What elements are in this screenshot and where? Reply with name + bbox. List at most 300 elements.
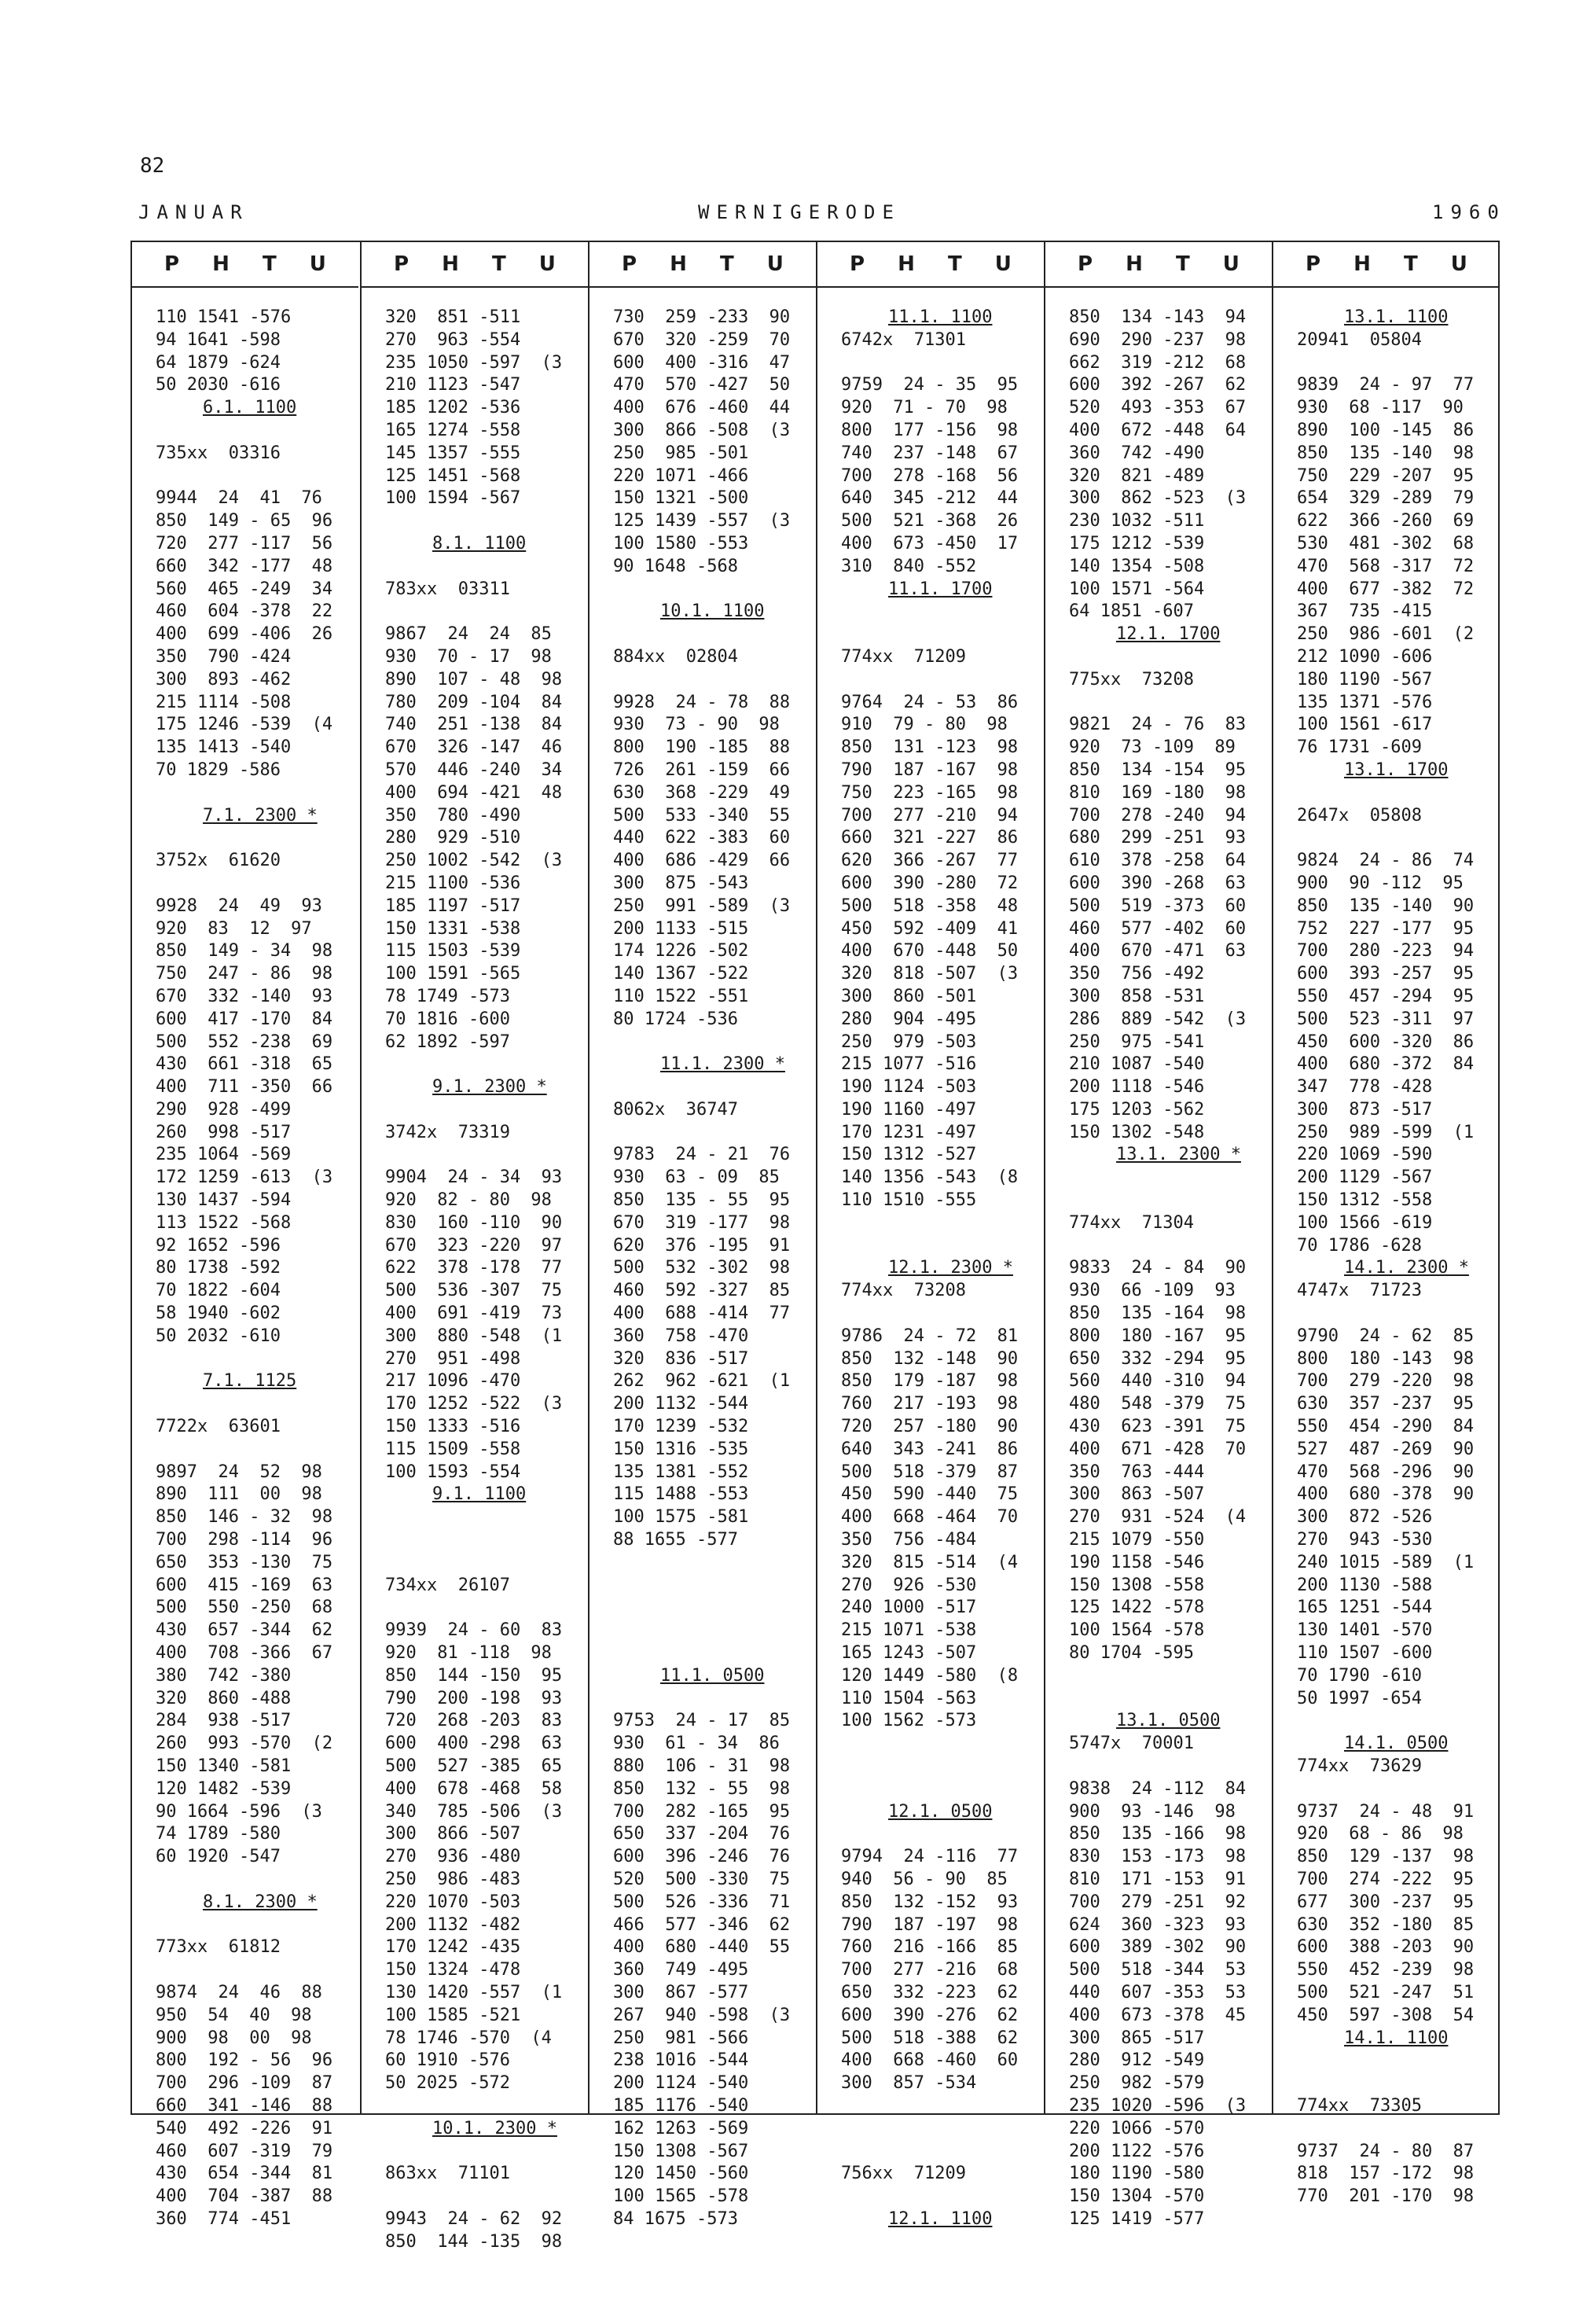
column-body bbox=[362, 288, 588, 2254]
table-row: 350 790 -424 bbox=[156, 646, 292, 667]
table-row: 220 1066 -570 bbox=[1069, 2118, 1205, 2138]
table-column bbox=[132, 242, 358, 2229]
table-row: 670 323 -220 97 bbox=[385, 1235, 563, 1256]
table-row: 450 590 -440 75 bbox=[841, 1484, 1019, 1505]
table-row: 850 149 - 34 98 bbox=[156, 941, 333, 962]
table-row: 880 106 - 31 98 bbox=[613, 1756, 791, 1776]
table-row: 950 54 40 98 bbox=[156, 2005, 312, 2025]
table-row: 150 1304 -570 bbox=[1069, 2186, 1205, 2207]
table-row: 190 1160 -497 bbox=[841, 1099, 977, 1120]
table-row: 270 931 -524 (4 bbox=[1069, 1507, 1247, 1528]
table-row: 300 863 -507 bbox=[1069, 1484, 1205, 1505]
row-gap bbox=[613, 1597, 816, 1620]
table-row: 930 66 -109 93 bbox=[1069, 1281, 1236, 1301]
table-row: 100 1571 -564 bbox=[1069, 579, 1205, 599]
row-gap bbox=[385, 601, 588, 623]
table-row: 920 73 -109 89 bbox=[1069, 737, 1236, 758]
table-row: 360 749 -495 bbox=[613, 1960, 749, 1980]
table-row: 540 492 -226 91 bbox=[156, 2118, 333, 2138]
table-row: 250 981 -566 bbox=[613, 2028, 749, 2048]
table-row: 930 63 - 09 85 bbox=[613, 1168, 780, 1188]
table-row: 600 400 -316 47 bbox=[613, 352, 791, 373]
table-row: 774xx 73629 bbox=[1297, 1756, 1422, 1776]
table-row: 400 680 -372 84 bbox=[1297, 1054, 1475, 1075]
table-row: 3742x 73319 bbox=[385, 1122, 510, 1142]
table-row: 90 1648 -568 bbox=[613, 556, 738, 576]
section-heading: 9.1. 1100 bbox=[432, 1484, 527, 1505]
table-row: 774xx 71304 bbox=[1069, 1212, 1194, 1233]
row-gap bbox=[613, 1620, 816, 1642]
table-row: 750 223 -165 98 bbox=[841, 782, 1019, 803]
column-header: P H T U bbox=[362, 242, 588, 288]
table-row: 367 735 -415 bbox=[1297, 601, 1433, 622]
table-row: 700 277 -210 94 bbox=[841, 805, 1019, 826]
table-row: 9821 24 - 76 83 bbox=[1069, 715, 1247, 735]
table-row: 400 676 -460 44 bbox=[613, 398, 791, 418]
table-column bbox=[588, 242, 816, 2229]
table-row: 262 962 -621 (1 bbox=[613, 1371, 791, 1392]
table-row: 70 1816 -600 bbox=[385, 1009, 510, 1029]
table-row: 180 1190 -567 bbox=[1297, 669, 1433, 689]
station-header: WERNIGERODE bbox=[698, 201, 901, 223]
table-row: 150 1312 -527 bbox=[841, 1145, 977, 1165]
table-row: 150 1324 -478 bbox=[385, 1960, 521, 1980]
section-heading: 14.1. 1100 bbox=[1344, 2028, 1449, 2048]
table-row: 88 1655 -577 bbox=[613, 1530, 738, 1550]
table-row: 9794 24 -116 77 bbox=[841, 1847, 1019, 1867]
table-row: 6742x 71301 bbox=[841, 329, 966, 350]
table-row: 890 100 -145 86 bbox=[1297, 420, 1475, 440]
table-row: 300 867 -577 bbox=[613, 1982, 749, 2002]
table-row: 125 1422 -578 bbox=[1069, 1598, 1205, 1618]
table-row: 910 79 - 80 98 bbox=[841, 715, 1008, 735]
table-row: 620 366 -267 77 bbox=[841, 851, 1019, 871]
row-gap bbox=[156, 1914, 358, 1937]
table-row: 320 815 -514 (4 bbox=[841, 1552, 1019, 1572]
table-row: 890 111 00 98 bbox=[156, 1484, 322, 1505]
table-row: 850 135 -140 90 bbox=[1297, 895, 1475, 916]
table-row: 175 1203 -562 bbox=[1069, 1099, 1205, 1120]
row-gap bbox=[841, 1212, 1044, 1235]
table-row: 690 290 -237 98 bbox=[1069, 329, 1247, 350]
table-row: 735xx 03316 bbox=[156, 443, 281, 463]
section-heading: 11.1. 2300 * bbox=[660, 1054, 785, 1075]
table-row: 100 1566 -619 bbox=[1297, 1212, 1433, 1233]
row-gap bbox=[1069, 1688, 1272, 1711]
row-gap bbox=[385, 556, 588, 579]
table-row: 662 319 -212 68 bbox=[1069, 352, 1247, 373]
table-row: 235 1064 -569 bbox=[156, 1145, 292, 1165]
table-row: 9824 24 - 86 74 bbox=[1297, 851, 1475, 871]
table-row: 100 1594 -567 bbox=[385, 488, 521, 509]
table-row: 700 274 -222 95 bbox=[1297, 1869, 1475, 1889]
table-row: 630 368 -229 49 bbox=[613, 782, 791, 803]
table-row: 162 1263 -569 bbox=[613, 2118, 749, 2138]
table-row: 800 180 -143 98 bbox=[1297, 1348, 1475, 1369]
table-row: 50 1997 -654 bbox=[1297, 1688, 1422, 1708]
table-row: 400 670 -471 63 bbox=[1069, 941, 1247, 962]
section-heading: 12.1. 0500 bbox=[888, 1801, 993, 1822]
row-gap bbox=[385, 510, 588, 533]
table-row: 150 1308 -567 bbox=[613, 2141, 749, 2161]
table-row: 115 1503 -539 bbox=[385, 941, 521, 962]
table-row: 560 465 -249 34 bbox=[156, 579, 333, 599]
table-row: 752 227 -177 95 bbox=[1297, 918, 1475, 939]
table-row: 260 993 -570 (2 bbox=[156, 1734, 333, 1754]
table-row: 190 1158 -546 bbox=[1069, 1552, 1205, 1572]
table-row: 700 278 -240 94 bbox=[1069, 805, 1247, 826]
table-row: 430 623 -391 75 bbox=[1069, 1417, 1247, 1437]
table-row: 135 1381 -552 bbox=[613, 1462, 749, 1482]
row-gap bbox=[1297, 2050, 1500, 2072]
section-heading: 13.1. 0500 bbox=[1116, 1711, 1221, 1731]
table-row: 94 1641 -598 bbox=[156, 329, 281, 350]
table-row: 774xx 73305 bbox=[1297, 2095, 1422, 2116]
table-row: 300 880 -548 (1 bbox=[385, 1326, 563, 1346]
section-heading: 12.1. 2300 * bbox=[888, 1258, 1013, 1278]
table-row: 280 912 -549 bbox=[1069, 2050, 1205, 2071]
table-row: 380 742 -380 bbox=[156, 1665, 292, 1686]
table-row: 500 527 -385 65 bbox=[385, 1756, 563, 1776]
table-row: 700 278 -168 56 bbox=[841, 465, 1019, 486]
table-row: 850 134 -143 94 bbox=[1069, 307, 1247, 327]
table-row: 680 299 -251 93 bbox=[1069, 828, 1247, 848]
table-row: 460 577 -402 60 bbox=[1069, 918, 1247, 939]
table-row: 930 61 - 34 86 bbox=[613, 1734, 780, 1754]
table-row: 9943 24 - 62 92 bbox=[385, 2208, 563, 2229]
table-row: 740 251 -138 84 bbox=[385, 715, 563, 735]
table-row: 165 1274 -558 bbox=[385, 420, 521, 440]
row-gap bbox=[385, 1597, 588, 1620]
table-row: 320 818 -507 (3 bbox=[841, 964, 1019, 984]
table-row: 600 415 -169 63 bbox=[156, 1575, 333, 1595]
table-row: 320 851 -511 bbox=[385, 307, 521, 327]
table-row: 200 1132 -544 bbox=[613, 1394, 749, 1414]
table-row: 240 1015 -589 (1 bbox=[1297, 1552, 1475, 1572]
table-row: 8062x 36747 bbox=[613, 1099, 738, 1120]
table-row: 930 73 - 90 98 bbox=[613, 715, 780, 735]
table-row: 300 872 -526 bbox=[1297, 1507, 1433, 1528]
table-row: 215 1079 -550 bbox=[1069, 1530, 1205, 1550]
table-row: 286 889 -542 (3 bbox=[1069, 1009, 1247, 1029]
table-row: 810 169 -180 98 bbox=[1069, 782, 1247, 803]
table-row: 150 1308 -558 bbox=[1069, 1575, 1205, 1595]
table-row: 756xx 71209 bbox=[841, 2164, 966, 2184]
table-row: 200 1124 -540 bbox=[613, 2073, 749, 2094]
row-gap bbox=[613, 1122, 816, 1145]
table-row: 250 991 -589 (3 bbox=[613, 895, 791, 916]
table-column bbox=[1044, 242, 1272, 2229]
table-row: 50 2025 -572 bbox=[385, 2073, 510, 2094]
table-row: 850 132 -148 90 bbox=[841, 1348, 1019, 1369]
table-row: 220 1071 -466 bbox=[613, 465, 749, 486]
column-header: P H T U bbox=[132, 242, 358, 288]
table-row: 300 860 -501 bbox=[841, 986, 977, 1006]
table-row: 220 1069 -590 bbox=[1297, 1145, 1433, 1165]
table-row: 76 1731 -609 bbox=[1297, 737, 1422, 758]
table-row: 150 1331 -538 bbox=[385, 918, 521, 939]
table-row: 470 570 -427 50 bbox=[613, 375, 791, 395]
table-row: 110 1507 -600 bbox=[1297, 1643, 1433, 1664]
row-gap bbox=[156, 873, 358, 895]
table-row: 210 1087 -540 bbox=[1069, 1054, 1205, 1075]
section-heading: 12.1. 1700 bbox=[1116, 624, 1221, 645]
table-row: 270 936 -480 bbox=[385, 1847, 521, 1867]
table-row: 92 1652 -596 bbox=[156, 1235, 281, 1256]
section-heading: 10.1. 2300 * bbox=[432, 2118, 557, 2138]
row-gap bbox=[385, 1054, 588, 1076]
table-row: 130 1401 -570 bbox=[1297, 1620, 1433, 1641]
row-gap bbox=[385, 1506, 588, 1529]
row-gap bbox=[613, 623, 816, 646]
table-row: 920 68 - 86 98 bbox=[1297, 1824, 1464, 1844]
column-body bbox=[1045, 288, 1272, 2231]
table-row: 3752x 61620 bbox=[156, 851, 281, 871]
table-row: 310 840 -552 bbox=[841, 556, 977, 576]
table-row: 135 1413 -540 bbox=[156, 737, 292, 758]
table-row: 400 668 -460 60 bbox=[841, 2050, 1019, 2071]
table-row: 527 487 -269 90 bbox=[1297, 1439, 1475, 1459]
table-row: 600 390 -280 72 bbox=[841, 873, 1019, 893]
table-row: 400 673 -450 17 bbox=[841, 533, 1019, 553]
table-row: 760 217 -193 98 bbox=[841, 1394, 1019, 1414]
table-row: 238 1016 -544 bbox=[613, 2050, 749, 2071]
table-row: 175 1212 -539 bbox=[1069, 533, 1205, 553]
table-row: 60 1910 -576 bbox=[385, 2050, 510, 2071]
table-row: 185 1197 -517 bbox=[385, 895, 521, 916]
table-row: 200 1118 -546 bbox=[1069, 1077, 1205, 1098]
table-row: 290 928 -499 bbox=[156, 1099, 292, 1120]
table-row: 9753 24 - 17 85 bbox=[613, 1711, 791, 1731]
table-row: 9737 24 - 48 91 bbox=[1297, 1801, 1475, 1822]
table-row: 9867 24 24 85 bbox=[385, 624, 552, 645]
table-row: 78 1746 -570 (4 bbox=[385, 2028, 552, 2048]
table-row: 520 493 -353 67 bbox=[1069, 398, 1247, 418]
section-heading: 9.1. 2300 * bbox=[432, 1077, 547, 1098]
table-row: 520 500 -330 75 bbox=[613, 1869, 791, 1889]
row-gap bbox=[841, 601, 1044, 623]
row-gap bbox=[1297, 782, 1500, 805]
table-row: 920 71 - 70 98 bbox=[841, 398, 1008, 418]
table-row: 170 1252 -522 (3 bbox=[385, 1394, 563, 1414]
table-row: 830 160 -110 90 bbox=[385, 1212, 563, 1233]
table-row: 460 604 -378 22 bbox=[156, 601, 333, 622]
table-row: 800 192 - 56 96 bbox=[156, 2050, 333, 2071]
table-row: 850 134 -154 95 bbox=[1069, 759, 1247, 780]
section-heading: 10.1. 1100 bbox=[660, 601, 765, 622]
table-row: 940 56 - 90 85 bbox=[841, 1869, 1008, 1889]
row-gap bbox=[385, 1529, 588, 1552]
table-row: 212 1090 -606 bbox=[1297, 646, 1433, 667]
table-row: 340 785 -506 (3 bbox=[385, 1801, 563, 1822]
table-row: 500 532 -302 98 bbox=[613, 1258, 791, 1278]
table-row: 80 1738 -592 bbox=[156, 1258, 281, 1278]
table-row: 215 1071 -538 bbox=[841, 1620, 977, 1641]
table-row: 250 986 -483 bbox=[385, 1869, 521, 1889]
table-row: 850 144 -135 98 bbox=[385, 2231, 563, 2252]
table-row: 200 1132 -482 bbox=[385, 1914, 521, 1935]
table-row: 347 778 -428 bbox=[1297, 1077, 1433, 1098]
table-row: 250 1002 -542 (3 bbox=[385, 851, 563, 871]
row-gap bbox=[156, 827, 358, 850]
table-row: 783xx 03311 bbox=[385, 579, 510, 599]
row-gap bbox=[1069, 1190, 1272, 1212]
row-gap bbox=[613, 669, 816, 692]
table-row: 500 550 -250 68 bbox=[156, 1598, 333, 1618]
row-gap bbox=[841, 2141, 1044, 2164]
row-gap bbox=[156, 782, 358, 805]
table-row: 350 756 -484 bbox=[841, 1530, 977, 1550]
table-row: 110 1522 -551 bbox=[613, 986, 749, 1006]
table-row: 430 654 -344 81 bbox=[156, 2164, 333, 2184]
row-gap bbox=[1297, 352, 1500, 375]
table-row: 920 83 12 97 bbox=[156, 918, 312, 939]
table-row: 270 943 -530 bbox=[1297, 1530, 1433, 1550]
row-gap bbox=[613, 1552, 816, 1575]
table-row: 84 1675 -573 bbox=[613, 2208, 738, 2229]
table-row: 9790 24 - 62 85 bbox=[1297, 1326, 1475, 1346]
row-gap bbox=[156, 1959, 358, 1982]
row-gap bbox=[1069, 692, 1272, 715]
row-gap bbox=[1069, 1756, 1272, 1778]
table-row: 64 1879 -624 bbox=[156, 352, 281, 373]
row-gap bbox=[156, 1393, 358, 1416]
table-row: 140 1354 -508 bbox=[1069, 556, 1205, 576]
table-row: 250 986 -601 (2 bbox=[1297, 624, 1475, 645]
table-row: 660 341 -146 88 bbox=[156, 2095, 333, 2116]
table-row: 78 1749 -573 bbox=[385, 986, 510, 1006]
table-column bbox=[1272, 242, 1500, 2207]
table-row: 110 1510 -555 bbox=[841, 1190, 977, 1211]
table-row: 700 279 -220 98 bbox=[1297, 1371, 1475, 1392]
table-row: 400 699 -406 26 bbox=[156, 624, 333, 645]
table-row: 500 552 -238 69 bbox=[156, 1031, 333, 1052]
table-column bbox=[360, 242, 588, 2252]
table-row: 600 417 -170 84 bbox=[156, 1009, 333, 1029]
table-row: 600 390 -268 63 bbox=[1069, 873, 1247, 893]
table-row: 400 686 -429 66 bbox=[613, 851, 791, 871]
table-row: 9928 24 - 78 88 bbox=[613, 692, 791, 712]
row-gap bbox=[841, 1756, 1044, 1778]
section-heading: 7.1. 2300 * bbox=[203, 805, 318, 826]
table-row: 720 257 -180 90 bbox=[841, 1417, 1019, 1437]
table-row: 270 963 -554 bbox=[385, 329, 521, 350]
table-row: 810 171 -153 91 bbox=[1069, 1869, 1247, 1889]
table-row: 400 694 -421 48 bbox=[385, 782, 563, 803]
table-row: 430 657 -344 62 bbox=[156, 1620, 333, 1641]
table-row: 930 70 - 17 98 bbox=[385, 646, 552, 667]
row-gap bbox=[385, 1552, 588, 1575]
table-row: 60 1920 -547 bbox=[156, 1847, 281, 1867]
table-row: 150 1340 -581 bbox=[156, 1756, 292, 1776]
table-row: 640 345 -212 44 bbox=[841, 488, 1019, 509]
table-row: 610 378 -258 64 bbox=[1069, 851, 1247, 871]
row-gap bbox=[385, 1144, 588, 1167]
table-row: 300 865 -517 bbox=[1069, 2028, 1205, 2048]
table-row: 400 668 -464 70 bbox=[841, 1507, 1019, 1528]
table-row: 200 1122 -576 bbox=[1069, 2141, 1205, 2161]
table-row: 850 179 -187 98 bbox=[841, 1371, 1019, 1392]
table-row: 300 857 -534 bbox=[841, 2073, 977, 2094]
row-gap bbox=[841, 1303, 1044, 1326]
table-row: 215 1077 -516 bbox=[841, 1054, 977, 1075]
table-row: 920 82 - 80 98 bbox=[385, 1190, 552, 1211]
table-row: 170 1239 -532 bbox=[613, 1417, 749, 1437]
table-row: 9783 24 - 21 76 bbox=[613, 1145, 791, 1165]
table-row: 850 149 - 65 96 bbox=[156, 511, 333, 531]
row-gap bbox=[1069, 1167, 1272, 1190]
column-header: P H T U bbox=[1045, 242, 1272, 288]
table-row: 120 1482 -539 bbox=[156, 1778, 292, 1799]
table-row: 250 985 -501 bbox=[613, 443, 749, 463]
row-gap bbox=[613, 1688, 816, 1711]
table-row: 170 1242 -435 bbox=[385, 1937, 521, 1958]
row-gap bbox=[1297, 1710, 1500, 1733]
table-row: 600 396 -246 76 bbox=[613, 1847, 791, 1867]
table-row: 217 1096 -470 bbox=[385, 1371, 521, 1392]
table-row: 500 536 -307 75 bbox=[385, 1281, 563, 1301]
column-body bbox=[590, 288, 816, 2231]
table-row: 500 533 -340 55 bbox=[613, 805, 791, 826]
table-row: 460 607 -319 79 bbox=[156, 2141, 333, 2161]
table-row: 190 1124 -503 bbox=[841, 1077, 977, 1098]
table-row: 130 1420 -557 (1 bbox=[385, 1982, 563, 2002]
table-row: 530 481 -302 68 bbox=[1297, 533, 1475, 553]
table-row: 550 452 -239 98 bbox=[1297, 1960, 1475, 1980]
table-row: 734xx 26107 bbox=[385, 1575, 510, 1595]
table-row: 850 129 -137 98 bbox=[1297, 1847, 1475, 1867]
table-row: 400 678 -468 58 bbox=[385, 1778, 563, 1799]
year-header: 1960 bbox=[1432, 201, 1506, 223]
row-gap bbox=[385, 1099, 588, 1122]
table-row: 70 1786 -628 bbox=[1297, 1235, 1422, 1256]
table-row: 720 268 -203 83 bbox=[385, 1711, 563, 1731]
table-row: 50 2032 -610 bbox=[156, 1326, 281, 1346]
section-heading: 12.1. 1100 bbox=[888, 2208, 993, 2229]
table-row: 624 360 -323 93 bbox=[1069, 1914, 1247, 1935]
row-gap bbox=[841, 623, 1044, 646]
table-row: 140 1367 -522 bbox=[613, 964, 749, 984]
table-row: 654 329 -289 79 bbox=[1297, 488, 1475, 509]
table-row: 670 319 -177 98 bbox=[613, 1212, 791, 1233]
table-row: 660 342 -177 48 bbox=[156, 556, 333, 576]
table-row: 350 756 -492 bbox=[1069, 964, 1205, 984]
table-row: 115 1488 -553 bbox=[613, 1484, 749, 1505]
table-row: 800 177 -156 98 bbox=[841, 420, 1019, 440]
table-row: 773xx 61812 bbox=[156, 1937, 281, 1958]
table-row: 110 1504 -563 bbox=[841, 1688, 977, 1708]
column-header: P H T U bbox=[590, 242, 816, 288]
table-row: 400 672 -448 64 bbox=[1069, 420, 1247, 440]
table-row: 125 1439 -557 (3 bbox=[613, 511, 791, 531]
table-row: 850 135 -140 98 bbox=[1297, 443, 1475, 463]
table-row: 300 893 -462 bbox=[156, 669, 292, 689]
column-body bbox=[1273, 288, 1500, 2208]
row-gap bbox=[1297, 1303, 1500, 1326]
table-row: 135 1371 -576 bbox=[1297, 692, 1433, 712]
table-row: 818 157 -172 98 bbox=[1297, 2164, 1475, 2184]
table-row: 775xx 73208 bbox=[1069, 669, 1194, 689]
month-header: JANUAR bbox=[138, 201, 249, 223]
table-row: 230 1032 -511 bbox=[1069, 511, 1205, 531]
table-row: 600 392 -267 62 bbox=[1069, 375, 1247, 395]
table-row: 300 873 -517 bbox=[1297, 1099, 1433, 1120]
table-row: 790 187 -167 98 bbox=[841, 759, 1019, 780]
table-row: 284 938 -517 bbox=[156, 1711, 292, 1731]
table-row: 600 388 -203 90 bbox=[1297, 1937, 1475, 1958]
table-row: 220 1070 -503 bbox=[385, 1892, 521, 1912]
table-row: 64 1851 -607 bbox=[1069, 601, 1194, 622]
